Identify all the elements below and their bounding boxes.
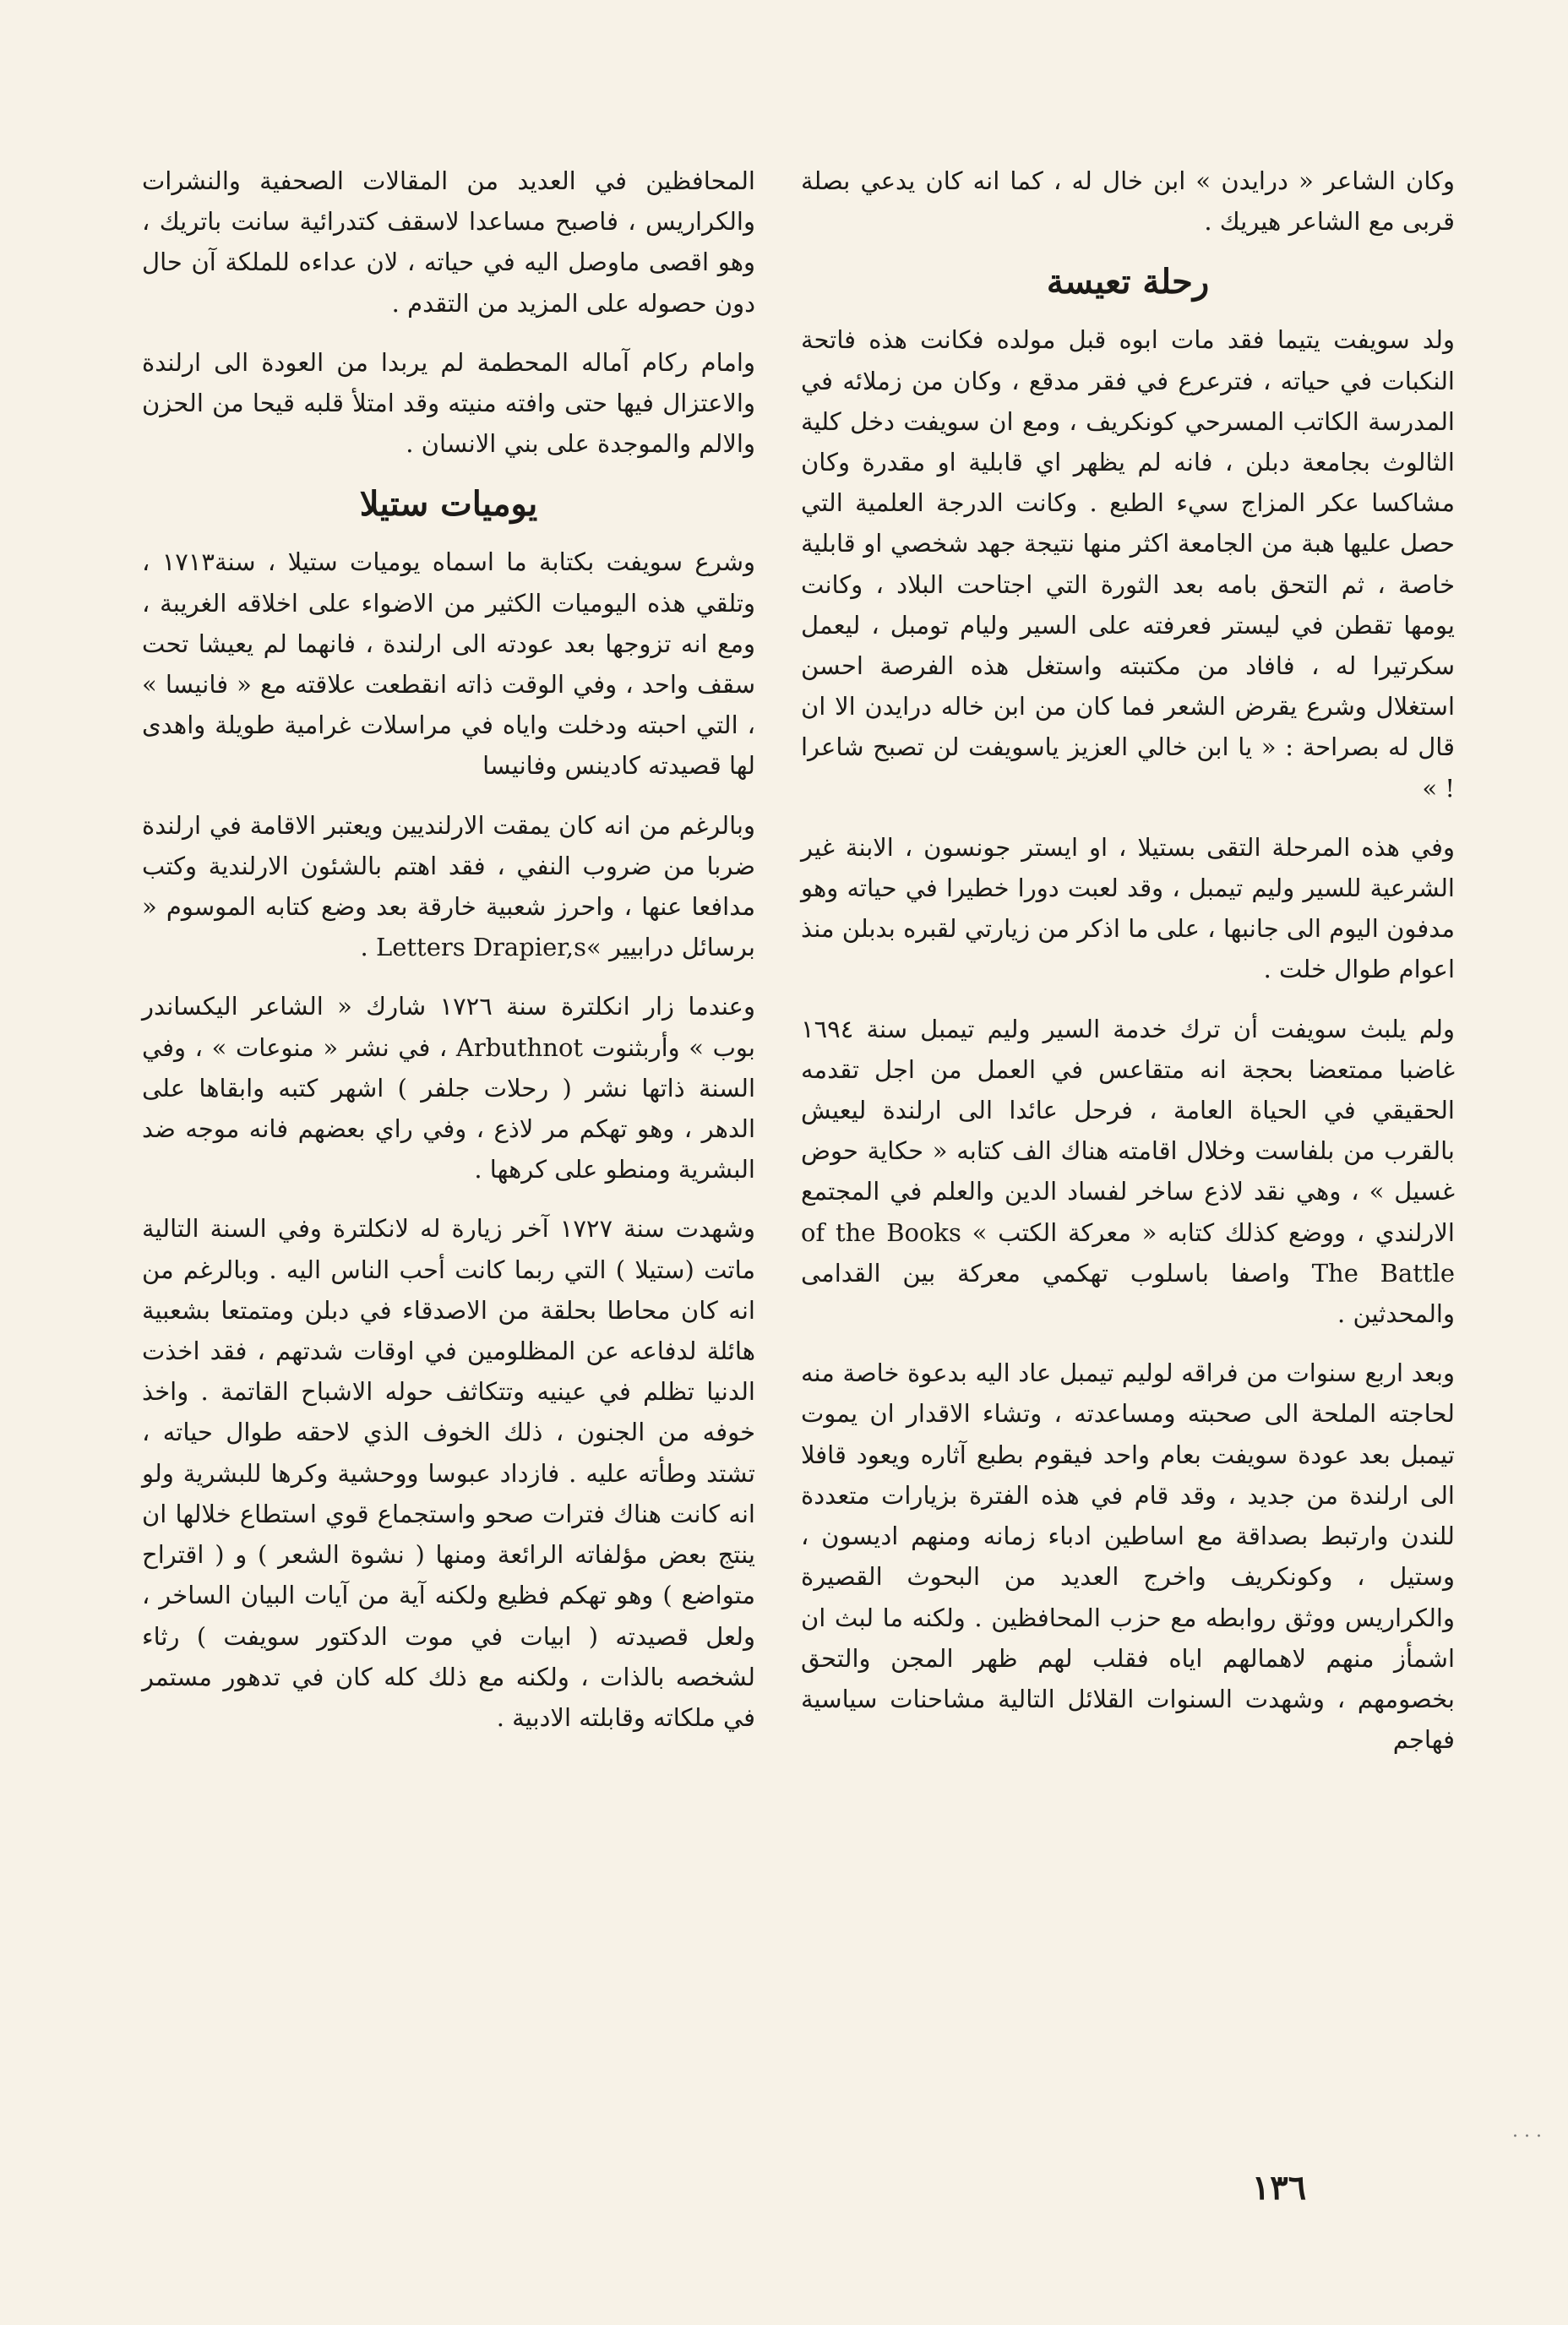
edge-mark: . . . bbox=[1512, 2121, 1542, 2142]
page-number: ١٣٦ bbox=[1251, 2168, 1307, 2208]
paragraph: وفي هذه المرحلة التقى بستيلا ، او ايستر جونسون ، الابنة غير الشرعية للسير وليم تيمبل ، وقد لعبت دورا خطيرا في حياته وهو مدفون اليوم الى جانبها ، على ما اذكر من زيارتي لقبره بدبلن منذ اعوام طوال خلت . bbox=[801, 832, 1455, 984]
paragraph: المحافظين في العديد من المقالات الصحفية والنشرات والكراريس ، فاصبح مساعدا لاسقف كتدرائية سانت باتريك ، وهو اقصى ماوصل اليه في حياته ، لان عداءه للملكة آن حال دون حصوله على المزيد من التقدم . bbox=[142, 166, 755, 318]
paragraph: وبالرغم من انه كان يمقت الارلنديين ويعتبر الاقامة في ارلندة ضربا من ضروب النفي ، فقد اهتم بالشئون الارلندية وكتب مدافعا عنها ، واحرز شعبية خارقة بعد وضع كتابه الموسوم « برسائل درابيير »Letters Drapier,s . bbox=[142, 810, 755, 962]
paragraph: وعندما زار انكلترة سنة ١٧٢٦ شارك « الشاعر اليكساندر بوب » وأربثنوت Arbuthnot ، في نشر « منوعات » ، وفي السنة ذاتها نشر ( رحلات جلفر ) اشهر كتبه وابقاها على الدهر ، وهو تهكم مر لاذع ، وفي راي بعضهم فانه موجه ضد البشرية ومنطو على كرهها . bbox=[142, 992, 755, 1184]
paragraph: وبعد اربع سنوات من فراقه لوليم تيمبل عاد اليه بدعوة خاصة منه لحاجته الملحة الى صحبته ومساعدته ، وتشاء الاقدار ان يموت تيمبل بعد عودة سويفت بعام واحد فيقوم بطبع آثاره ويعود قافلا الى ارلندة من جديد ، وقد قام في هذه الفترة بزيارات متعددة للندن وارتبط بصداقة مع اساطين ادباء زمانه ومنهم اديسون ، وستيل ، وكونكريف واخرج العديد من البحوث القصيرة والكراريس ووثق روابطه مع حزب المحافظين . ولكنه ما لبث ان اشمأز منهم لاهمالهم اياه فقلب لهم ظهر المجن والتحق بخصومهم ، وشهدت السنوات القلائل التالية مشاحنات سياسية فهاجم bbox=[801, 1359, 1455, 1755]
section-heading: رحلة تعيسة bbox=[1046, 262, 1210, 302]
paragraph: وكان الشاعر « درايدن » ابن خال له ، كما انه كان يدعي بصلة قربى مع الشاعر هيريك . bbox=[801, 166, 1455, 237]
right-column bbox=[801, 161, 1455, 1778]
section-heading: يوميات ستيلا bbox=[359, 484, 538, 525]
paragraph: ولد سويفت يتيما فقد مات ابوه قبل مولده فكانت هذه فاتحة النكبات في حياته ، فترعرع في فقر مدقع ، وكان من زملائه في المدرسة الكاتب المسرحي كونكريف ، ومع ان سويفت دخل كلية الثالوث بجامعة دبلن ، فانه لم يظهر اي قابلية او مقدرة وكان مشاكسا عكر المزاج سيء الطبع . وكانت الدرجة العلمية التي حصل عليها هبة من الجامعة اكثر منها نتيجة جهد شخصي او قابلية خاصة ، ثم التحق بامه بعد الثورة التي اجتاحت البلاد ، وكانت يومها تقطن في ليستر فعرفته على السير وليام تومبل ، ليعمل سكرتيرا له ، فافاد من مكتبته واستغل هذه الفرصة احسن استغلال وشرع يقرض الشعر فما كان من ابن خاله درايدن الا ان قال له بصراحة : « يا ابن خالي العزيز ياسويفت لن تصبح شاعرا ! » bbox=[801, 325, 1455, 803]
paragraph: وامام ركام آماله المحطمة لم يربدا من العودة الى ارلندة والاعتزال فيها حتى وافته منيته وقد امتلأ قلبه قيحا من الحزن والالم والموجدة على بني الانسان . bbox=[142, 347, 755, 459]
paragraph: وشهدت سنة ١٧٢٧ آخر زيارة له لانكلترة وفي السنة التالية ماتت (ستيلا ) التي ربما كانت أحب الناس اليه . وبالرغم من انه كان محاطا بحلقة من الاصدقاء في دبلن ومتمتعا بشعبية هائلة لدفاعه عن المظلومين في اوقات شدتهم ، فقد اخذت الدنيا تظلم في عينيه وتتكاثف حوله الاشباح القاتمة . واخذ خوفه من الجنون ، ذلك الخوف الذي لاحقه طوال حياته ، تشتد وطأته عليه . فازداد عبوسا ووحشية وكرها للبشرية ولو انه كانت هناك فترات صحو واستجماع قوي استطاع خلالها ان ينتج بعض مؤلفاته الرائعة ومنها ( نشوة الشعر ) و ( اقتراح متواضع ) وهو تهكم فظيع ولكنه آية من آيات البيان الساخر ، ولعل قصيدته ( ابيات في موت الدكتور سويفت ) رثاء لشخصه بالذات ، ولكنه مع ذلك كله كان في تدهور مستمر في ملكاته وقابلته الادبية . bbox=[142, 1214, 755, 1732]
left-column bbox=[142, 161, 755, 1756]
paragraph: وشرع سويفت بكتابة ما اسماه يوميات ستيلا ، سنة١٧١٣ ، وتلقي هذه اليوميات الكثير من الاضواء على اخلاقه الغريبة ، ومع انه تزوجها بعد عودته الى ارلندة ، فانهما لم يعيشا تحت سقف واحد ، وفي الوقت ذاته انقطعت علاقته مع « فانيسا » ، التي احبته ودخلت واياه في مراسلات غرامية طويلة واهدى لها قصيدته كادينس وفانيسا bbox=[142, 547, 756, 781]
paragraph: ولم يلبث سويفت أن ترك خدمة السير وليم تيمبل سنة ١٦٩٤ غاضبا ممتعضا بحجة انه متقاعس في العمل من اجل تقدمه الحقيقي في الحياة العامة ، فرحل عائدا الى ارلندة ليعيش بالقرب من بلفاست وخلال اقامته هناك الف كتابه « حكاية حوض غسيل » ، وهي نقد لاذع ساخر لفساد الدين والعلم في المجتمع الارلندي ، ووضع كذلك كتابه « معركة الكتب » of the Books The Battle واصفا باسلوب تهكمي معركة بين القدامى والمحدثين . bbox=[801, 1014, 1455, 1329]
